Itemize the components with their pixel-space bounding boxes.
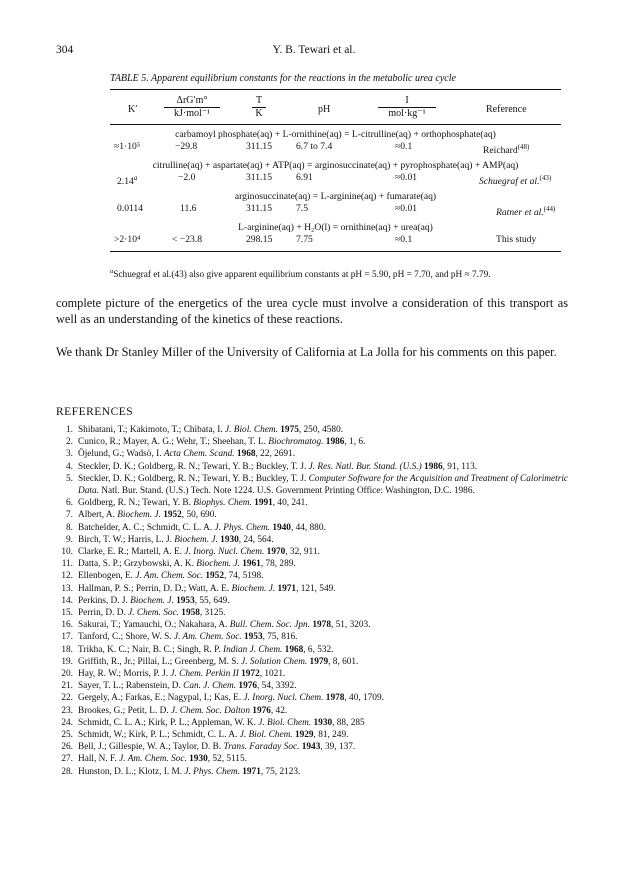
cell-gibbs: < −23.8	[172, 234, 203, 245]
reference-item	[56, 766, 576, 778]
reference-authors: Hunston, D. L.; Klotz, I. M.	[78, 766, 185, 777]
reference-authors: Perkins, D. J.	[78, 595, 131, 606]
reference-journal: J. Solution Chem.	[241, 656, 308, 667]
reference-journal: Biochromatog.	[268, 437, 324, 448]
table-bottom-rule	[110, 251, 561, 252]
reference-number: 17.	[61, 632, 73, 643]
cell-k: >2·10⁴	[114, 234, 141, 245]
reference-journal: Trans. Faraday Soc.	[223, 742, 300, 753]
reference-authors: Schmidt, W.; Kirk, P. L.; Schmidt, C. L. A.	[78, 730, 240, 741]
cell-temperature: 311.15	[246, 141, 273, 152]
reference-number: 25.	[61, 730, 73, 741]
col-reference: Reference	[486, 104, 527, 115]
reference-journal: J. Chem. Soc. Dalton	[170, 705, 250, 716]
reference-authors: Perrin, D. D.	[78, 608, 129, 619]
reference-details: , 75, 2123.	[260, 766, 301, 777]
reference-number: 3.	[66, 449, 73, 460]
reference-item	[56, 595, 576, 607]
reference-item	[56, 534, 576, 546]
table-top-rule	[110, 89, 561, 90]
reference-number: 21.	[61, 681, 73, 692]
reference-authors: Öjelund, G.; Wadsö, I.	[78, 449, 164, 460]
reference-item	[56, 436, 576, 448]
reaction-equation: citrulline(aq) + aspartate(aq) + ATP(aq) = arginosuccinate(aq) + pyrophosphate(aq) + AMP(aq)	[152, 160, 519, 171]
reference-year: 1961	[239, 559, 261, 570]
reference-number: 4.	[66, 461, 73, 472]
reference-details: , 75, 816.	[262, 632, 298, 643]
reference-authors: Shibatani, T.; Kakimoto, T.; Chibata, I.	[78, 425, 226, 435]
cell-gibbs: −2.0	[178, 172, 196, 183]
reference-item	[56, 497, 576, 509]
reference-authors: Batchelder, A. C.; Schmidt, C. L. A.	[78, 522, 215, 533]
reference-details: Natl. Bur. Stand. (U.S.) Tech. Note 1224. U.S. Government Printing Office: Washington, D.C. 1986.	[98, 486, 475, 497]
reference-details: , 78, 289.	[260, 559, 296, 570]
reference-year: 1972	[238, 669, 260, 680]
reference-details: , 3125.	[199, 608, 226, 619]
acknowledgement-paragraph: We thank Dr Stanley Miller of the University of California at La Jolla for his comments on this paper.	[56, 345, 557, 359]
reference-journal: Biochem. J.	[117, 510, 161, 521]
reference-item	[56, 668, 576, 680]
reference-year: 1991	[251, 498, 273, 509]
table-caption: TABLE 5. Apparent equilibrium constants for the reactions in the metabolic urea cycle	[110, 73, 456, 84]
cell-reference: Schuegraf et al.$^{(43)}$	[479, 174, 552, 188]
reference-details: , 1, 6.	[344, 437, 366, 448]
reference-details: , 74, 5198.	[223, 571, 264, 582]
reference-number: 11.	[61, 559, 73, 570]
reference-year: 1978	[323, 693, 345, 704]
reference-journal: Biochem. J.	[130, 595, 174, 606]
reference-details: , 250, 4580.	[298, 425, 344, 435]
reference-details: , 121, 549.	[296, 583, 336, 594]
reference-year: 1979	[307, 656, 329, 667]
reference-authors: Sakurai, T.; Yamauchi, O.; Nakahara, A.	[78, 620, 230, 631]
reference-journal: J. Chem. Soc.	[128, 608, 179, 619]
reference-item	[56, 753, 576, 765]
reference-details: , 51, 3203.	[330, 620, 371, 631]
reaction-equation: L-arginine(aq) + H₂O(l) = ornithine(aq) + urea(aq)	[238, 222, 433, 233]
reference-year: 1968	[282, 644, 304, 655]
reference-number: 1.	[66, 425, 73, 435]
reaction-equation: arginosuccinate(aq) = L-arginine(aq) + fumarate(aq)	[234, 191, 437, 202]
reference-details: , 88, 285	[332, 717, 365, 728]
running-head: Y. B. Tewari et al.	[272, 44, 356, 56]
reference-authors: Steckler, D. K.; Goldberg, R. N.; Tewari, Y. B.; Buckley, T. J.	[78, 461, 309, 472]
reference-details: , 54, 3392.	[257, 681, 297, 692]
reference-number: 12.	[61, 571, 73, 582]
reference-details: , 6, 532.	[303, 644, 334, 655]
reference-journal: J. Am. Chem. Soc.	[173, 632, 242, 643]
reference-authors: Hay, R. W.; Morris, P. J.	[78, 669, 171, 680]
reference-details: , 24, 564.	[238, 534, 274, 545]
reference-item	[56, 741, 576, 753]
reference-journal: Biochem. J.	[231, 583, 276, 594]
cell-temperature: 298.15	[246, 234, 273, 245]
reference-journal: Acta Chem. Scand.	[163, 449, 235, 460]
reference-number: 9.	[66, 534, 73, 545]
table-footnote: $^a$Schuegraf et al.(43) also give apparent equilibrium constants at pH = 5.90, pH = 7.70, and pH ≈ 7.79.	[110, 268, 491, 281]
reference-journal: Biochem. J.	[174, 534, 218, 545]
reference-number: 22.	[61, 693, 73, 704]
reference-journal: J. Phys. Chem.	[214, 522, 271, 533]
reference-journal: Can. J. Chem.	[183, 681, 237, 692]
col-gibbs-energy	[164, 95, 220, 120]
reference-journal: J. Inorg. Nucl. Chem.	[184, 547, 265, 558]
reference-authors: Datta, S. P.; Grzybowski, A. K.	[78, 559, 197, 570]
reference-authors: Birch, T. W.; Harris, L. J.	[78, 534, 175, 545]
reference-number: 20.	[61, 669, 73, 680]
reference-number: 16.	[61, 620, 73, 631]
reference-year: 1952	[160, 510, 182, 521]
cell-k: 0.0114	[117, 203, 144, 214]
reference-number: 18.	[61, 644, 73, 655]
reference-item	[56, 631, 576, 643]
reference-number: 24.	[61, 717, 73, 728]
reference-journal: J. Biol. Chem.	[258, 717, 312, 728]
body-paragraph: complete picture of the energetics of the urea cycle must involve a consideration of this transport as well as an understanding of the kinetics of these reactions.	[56, 296, 568, 326]
reference-authors: Steckler, D. K.; Goldberg, R. N.; Tewari, Y. B.; Buckley, T. J.	[78, 473, 309, 484]
reference-details: , 22, 2691.	[255, 449, 296, 460]
reference-journal: J. Am. Chem. Soc.	[119, 754, 187, 765]
reference-journal: J. Res. Natl. Bur. Stand. (U.S.)	[308, 461, 422, 472]
reference-year: 1978	[310, 620, 331, 631]
reference-item	[56, 680, 576, 692]
reference-item	[56, 717, 576, 729]
reference-item	[56, 509, 576, 521]
reference-number: 5.	[66, 473, 73, 484]
reference-journal: Indian J. Chem.	[222, 644, 283, 655]
reference-item	[56, 619, 576, 631]
table-header-rule	[110, 124, 561, 125]
col-ph: pH	[318, 104, 331, 115]
reference-item	[56, 583, 576, 595]
reference-year: 1940	[270, 522, 291, 533]
cell-reference: Ratner et al.$^{(44)}$	[496, 205, 556, 219]
reference-details: , 50, 690.	[181, 510, 217, 521]
cell-ionic-strength: ≈0.1	[395, 141, 413, 152]
reference-item	[56, 656, 576, 668]
reference-item	[56, 692, 576, 704]
cell-ph: 7.75	[296, 234, 313, 245]
reference-item	[56, 546, 576, 558]
col-k: K′	[128, 104, 138, 115]
reference-number: 14.	[61, 595, 73, 606]
reference-authors: Sayer, T. L.; Rabenstein, D.	[78, 681, 184, 692]
references-heading: REFERENCES	[56, 406, 134, 418]
reference-year: 1970	[264, 547, 286, 558]
reference-details: , 1021.	[259, 669, 286, 680]
reference-authors: Hall, N. F.	[78, 754, 120, 765]
col-gibbs-unit: kJ·mol⁻¹	[173, 108, 211, 119]
reference-journal: Bull. Chem. Soc. Jpn.	[229, 620, 311, 631]
reference-number: 26.	[61, 742, 73, 753]
cell-gibbs: 11.6	[180, 203, 197, 214]
reference-number: 28.	[61, 766, 73, 777]
reference-year: 1930	[217, 534, 239, 545]
cell-gibbs: −29.8	[175, 141, 198, 152]
reference-authors: Cunico, R.; Mayer, A. G.; Wehr, T.; Sheehan, T. L.	[78, 437, 269, 448]
cell-ph: 7.5	[296, 203, 308, 214]
reference-journal: Biochem. J.	[196, 559, 240, 570]
cell-temperature: 311.15	[246, 203, 273, 214]
reference-item	[56, 644, 576, 656]
cell-ionic-strength: ≈0.1	[395, 234, 413, 245]
reference-authors: Trikha, K. C.; Nair, B. C.; Singh, R. P.	[78, 644, 223, 655]
cell-ph: 6.7 to 7.4	[296, 141, 333, 152]
reference-year: 1930	[186, 754, 208, 765]
reference-year: 1968	[234, 449, 256, 460]
reference-journal: J. Biol. Chem.	[225, 425, 278, 435]
col-gibbs-symbol: ΔrG′m°	[164, 95, 220, 108]
reference-number: 13.	[61, 583, 73, 594]
reference-authors: Clarke, E. R.; Martell, A. E.	[78, 547, 185, 558]
reference-details: , 81, 249.	[313, 730, 349, 741]
reference-details: , 40, 241.	[272, 498, 308, 509]
reference-item	[56, 705, 576, 717]
col-ionic-strength: I mol·kg⁻¹	[378, 95, 436, 120]
reference-authors: Griffith, R., Jr.; Pillai, L.; Greenberg, M. S.	[78, 656, 242, 667]
reference-details: , 91, 113.	[442, 461, 478, 472]
reference-year: 1953	[173, 595, 195, 606]
reference-journal: J. Am. Chem. Soc.	[135, 571, 204, 582]
reference-number: 27.	[61, 754, 73, 765]
reference-item	[56, 729, 576, 741]
reference-journal: J. Biol. Chem.	[239, 730, 293, 741]
reference-item	[56, 461, 576, 473]
reference-item	[56, 448, 576, 460]
reference-journal: J. Chem. Perkin II	[170, 669, 239, 680]
reference-item	[56, 424, 576, 436]
reference-item	[56, 558, 576, 570]
cell-ionic-strength: ≈0.01	[395, 172, 418, 183]
reference-details: , 40, 1709.	[344, 693, 384, 704]
reference-authors: Hallman, P. S.; Perrin, D. D.; Watt, A. E.	[78, 583, 232, 594]
reference-number: 2.	[66, 437, 73, 448]
reference-year: 1953	[241, 632, 263, 643]
reference-authors: Ellenbogen, E.	[78, 571, 136, 582]
reference-journal: J. Inorg. Nucl. Chem.	[243, 693, 324, 704]
reference-list	[56, 424, 576, 778]
reference-details: , 42.	[270, 705, 288, 716]
reference-number: 8.	[66, 522, 73, 533]
cell-k: 2.14$^a$	[117, 174, 138, 188]
reference-details: , 52, 5115.	[207, 754, 247, 765]
reference-year: 1930	[311, 717, 333, 728]
reference-year: 1943	[299, 742, 321, 753]
reference-number: 7.	[66, 510, 73, 521]
reference-year: 1971	[275, 583, 297, 594]
reaction-equation: carbamoyl phosphate(aq) + L-ornithine(aq) = L-citrulline(aq) + orthophosphate(aq)	[175, 129, 496, 140]
reference-number: 10.	[61, 547, 73, 558]
cell-reference: This study	[496, 234, 537, 245]
reference-year: 1986	[323, 437, 345, 448]
reference-authors: Schmidt, C. L. A.; Kirk, P. L.; Appleman, W. K.	[78, 717, 259, 728]
reference-journal: Biophys. Chem.	[193, 498, 252, 509]
cell-ph: 6.91	[296, 172, 313, 183]
reference-item	[56, 570, 576, 582]
reference-year: 1971	[239, 766, 261, 777]
reference-number: 15.	[61, 608, 73, 619]
reference-number: 19.	[61, 656, 73, 667]
reference-details: , 8, 601.	[328, 656, 359, 667]
page-number: 304	[56, 44, 74, 56]
reference-year: 1975	[277, 425, 299, 435]
reference-number: 6.	[66, 498, 73, 509]
reference-year: 1958	[178, 608, 200, 619]
reference-journal: J. Phys. Chem.	[184, 766, 240, 777]
cell-reference: Reichard$^{(48)}$	[483, 143, 530, 157]
cell-ionic-strength: ≈0.01	[395, 203, 418, 214]
reference-authors: Albert, A.	[78, 510, 118, 521]
reference-item	[56, 607, 576, 619]
cell-k: ≈1·10⁵	[114, 141, 141, 152]
reference-details: , 55, 649.	[194, 595, 230, 606]
reference-authors: Bell, J.; Gillespie, W. A.; Taylor, D. B.	[78, 742, 224, 753]
reference-item	[56, 522, 576, 534]
reference-details: , 32, 911.	[285, 547, 320, 558]
reference-authors: Tanford, C.; Shore, W. S.	[78, 632, 174, 643]
col-temperature: $\frac{T}{K}$	[252, 95, 266, 120]
reference-details: , 44, 880.	[290, 522, 326, 533]
reference-year: 1929	[292, 730, 314, 741]
cell-temperature: 311.15	[246, 172, 273, 183]
reference-year: 1976	[236, 681, 258, 692]
reference-authors: Goldberg, R. N.; Tewari, Y. B.	[78, 498, 194, 509]
reference-journal: Computer Software for the Acquisition and Treatment of Calorimetric Data.	[78, 473, 569, 497]
reference-details: , 39, 137.	[320, 742, 356, 753]
reference-authors: Gergely, A.; Farkas, E.; Nagypal, I.; Kas, E.	[78, 693, 244, 704]
reference-item	[56, 473, 576, 497]
reference-year: 1976	[249, 705, 271, 716]
reference-year: 1986	[421, 461, 443, 472]
page-header	[56, 44, 572, 60]
reference-authors: Brookes, G.; Petit, L. D.	[78, 705, 171, 716]
reference-number: 23.	[61, 705, 73, 716]
reference-year: 1952	[203, 571, 224, 582]
